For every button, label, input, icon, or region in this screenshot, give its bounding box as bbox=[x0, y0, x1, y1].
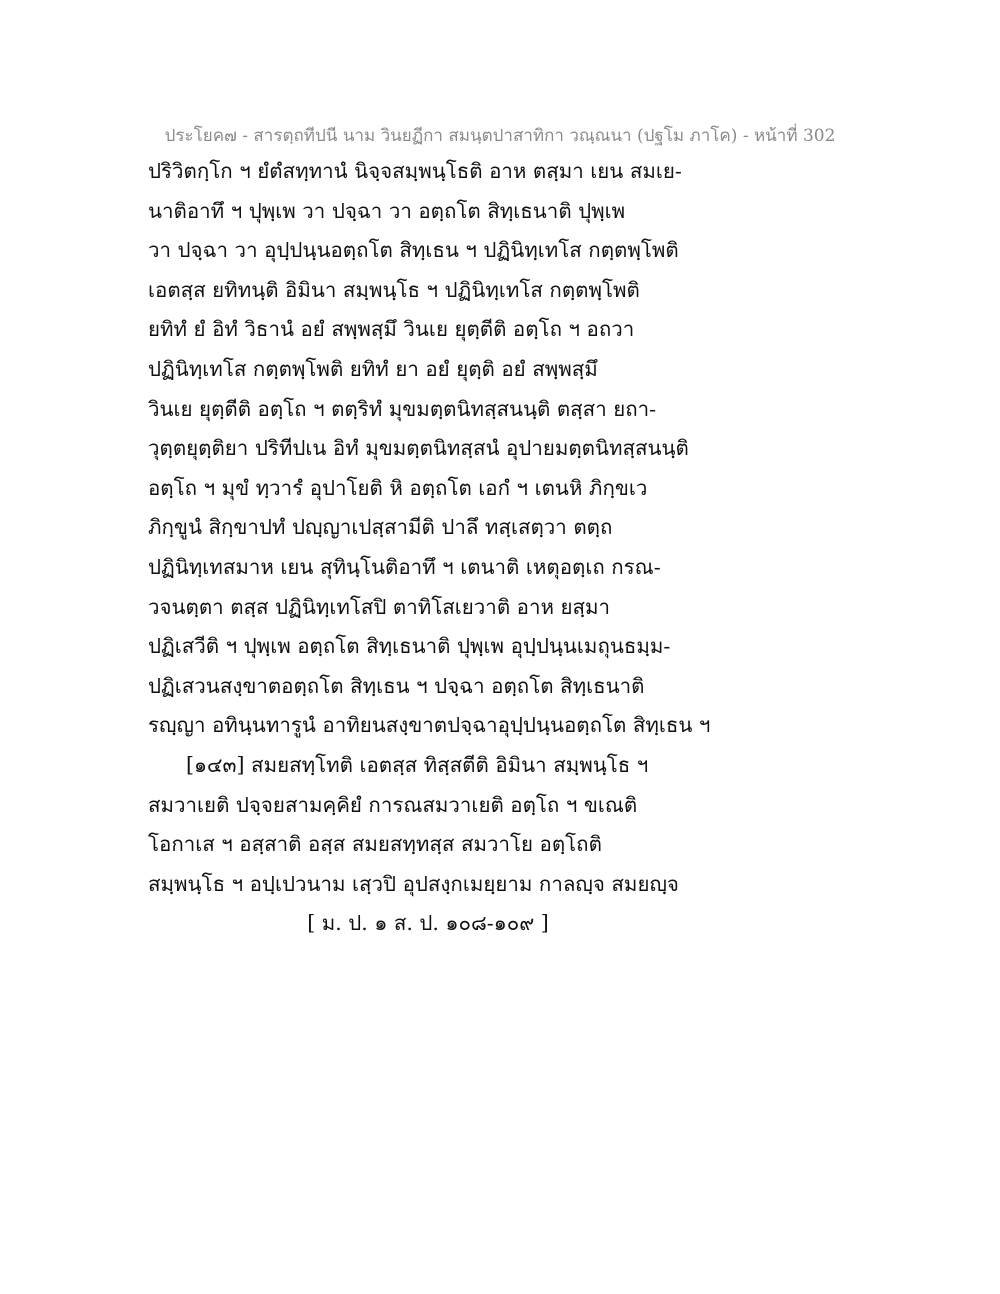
text-line: ยทิทํ ยํ อิทํ วิธานํ อยํ สพฺพสฺมึ วินเย ยุตฺตีติ อตฺโถ ฯ อถวา bbox=[148, 317, 635, 342]
running-header: ประโยค๗ - สารตฺถทีปนี นาม วินยฏีกา สมนฺตปาสาทิกา วณฺณนา (ปฐโม ภาโค) - หน้าที่ 302 bbox=[164, 126, 836, 146]
text-line: ปริวิตกฺโก ฯ ยํตํสทฺทานํ นิจฺจสมฺพนฺโธติ อาห ตสฺมา เยน สมเย- bbox=[148, 159, 682, 183]
reference-citation: [ ม. ป. ๑ ส. ป. ๑๐๘-๑๐๙ ] bbox=[307, 911, 549, 936]
text-line: วจนตฺตา ตสฺส ปฏินิทฺเทโสปิ ตาทิโสเยวาติ อาห ยสฺมา bbox=[148, 594, 611, 619]
text-line: วุตฺตยุตฺติยา ปริทีปเน อิทํ มุขมตฺตนิทสฺสนํ อุปายมตฺตนิทสฺสนนฺติ bbox=[148, 436, 689, 461]
paragraph-start-line: [๑๔๓] สมยสทฺโทติ เอตสฺส ทิสฺสตีติ อิมินา สมฺพนฺโธ ฯ bbox=[186, 752, 649, 777]
text-line: อตฺโถ ฯ มุขํ ทฺวารํ อุปาโยติ หิ อตฺถโต เอกํ ฯ เตนหิ ภิกฺขเว bbox=[148, 475, 648, 500]
text-line: ปฏินิทฺเทสมาห เยน สุทินฺโนติอาทึ ฯ เตนาติ เหตุอตฺเถ กรณ- bbox=[148, 554, 661, 579]
text-line: วา ปจฺฉา วา อุปฺปนฺนอตฺถโต สิทฺเธน ฯ ปฏินิทฺเทโส กตฺตพฺโพติ bbox=[148, 238, 679, 263]
text-line: สมวาเยติ ปจฺจยสามคฺคิยํ การณสมวาเยติ อตฺโถ ฯ ขเณติ bbox=[148, 792, 638, 817]
text-line: ปฏิเสวีติ ฯ ปุพฺเพ อตฺถโต สิทฺเธนาติ ปุพฺเพ อุปฺปนฺนเมถุนธมฺม- bbox=[148, 634, 671, 659]
text-line: นาติอาทึ ฯ ปุพฺเพ วา ปจฺฉา วา อตฺถโต สิทฺเธนาติ ปุพฺเพ bbox=[148, 198, 626, 223]
text-line: โอกาเส ฯ อสฺสาติ อสฺส สมยสทฺทสฺส สมวาโย อตฺโถติ bbox=[148, 832, 602, 857]
text-line: ปฏิเสวนสงฺขาตอตฺถโต สิทฺเธน ฯ ปจฺฉา อตฺถโต สิทฺเธนาติ bbox=[148, 673, 645, 698]
text-line: ปฏินิทฺเทโส กตฺตพฺโพติ ยทิทํ ยา อยํ ยุตฺติ อยํ สพฺพสฺมึ bbox=[148, 356, 598, 381]
text-line: เอตสฺส ยทิทนฺติ อิมินา สมฺพนฺโธ ฯ ปฏินิทฺเทโส กตฺตพฺโพติ bbox=[148, 277, 640, 302]
text-line: สมฺพนฺโธ ฯ อปฺเปวนาม เสฺวปิ อุปสงฺกเมยฺยาม กาลญฺจ สมยญฺจ bbox=[148, 871, 679, 896]
text-line: วินเย ยุตฺตีติ อตฺโถ ฯ ตตฺริทํ มุขมตฺตนิทสฺสนนฺติ ตสฺสา ยถา- bbox=[148, 396, 657, 421]
text-line: รญฺญา อทินฺนทารูนํ อาทิยนสงฺขาตปจฺฉาอุปฺปนฺนอตฺถโต สิทฺเธน ฯ bbox=[148, 713, 711, 738]
text-line: ภิกฺขูนํ สิกฺขาปทํ ปญฺญาเปสฺสามีติ ปาลึ ทสฺเสตฺวา ตตฺถ bbox=[148, 515, 613, 540]
body-text bbox=[148, 152, 711, 944]
